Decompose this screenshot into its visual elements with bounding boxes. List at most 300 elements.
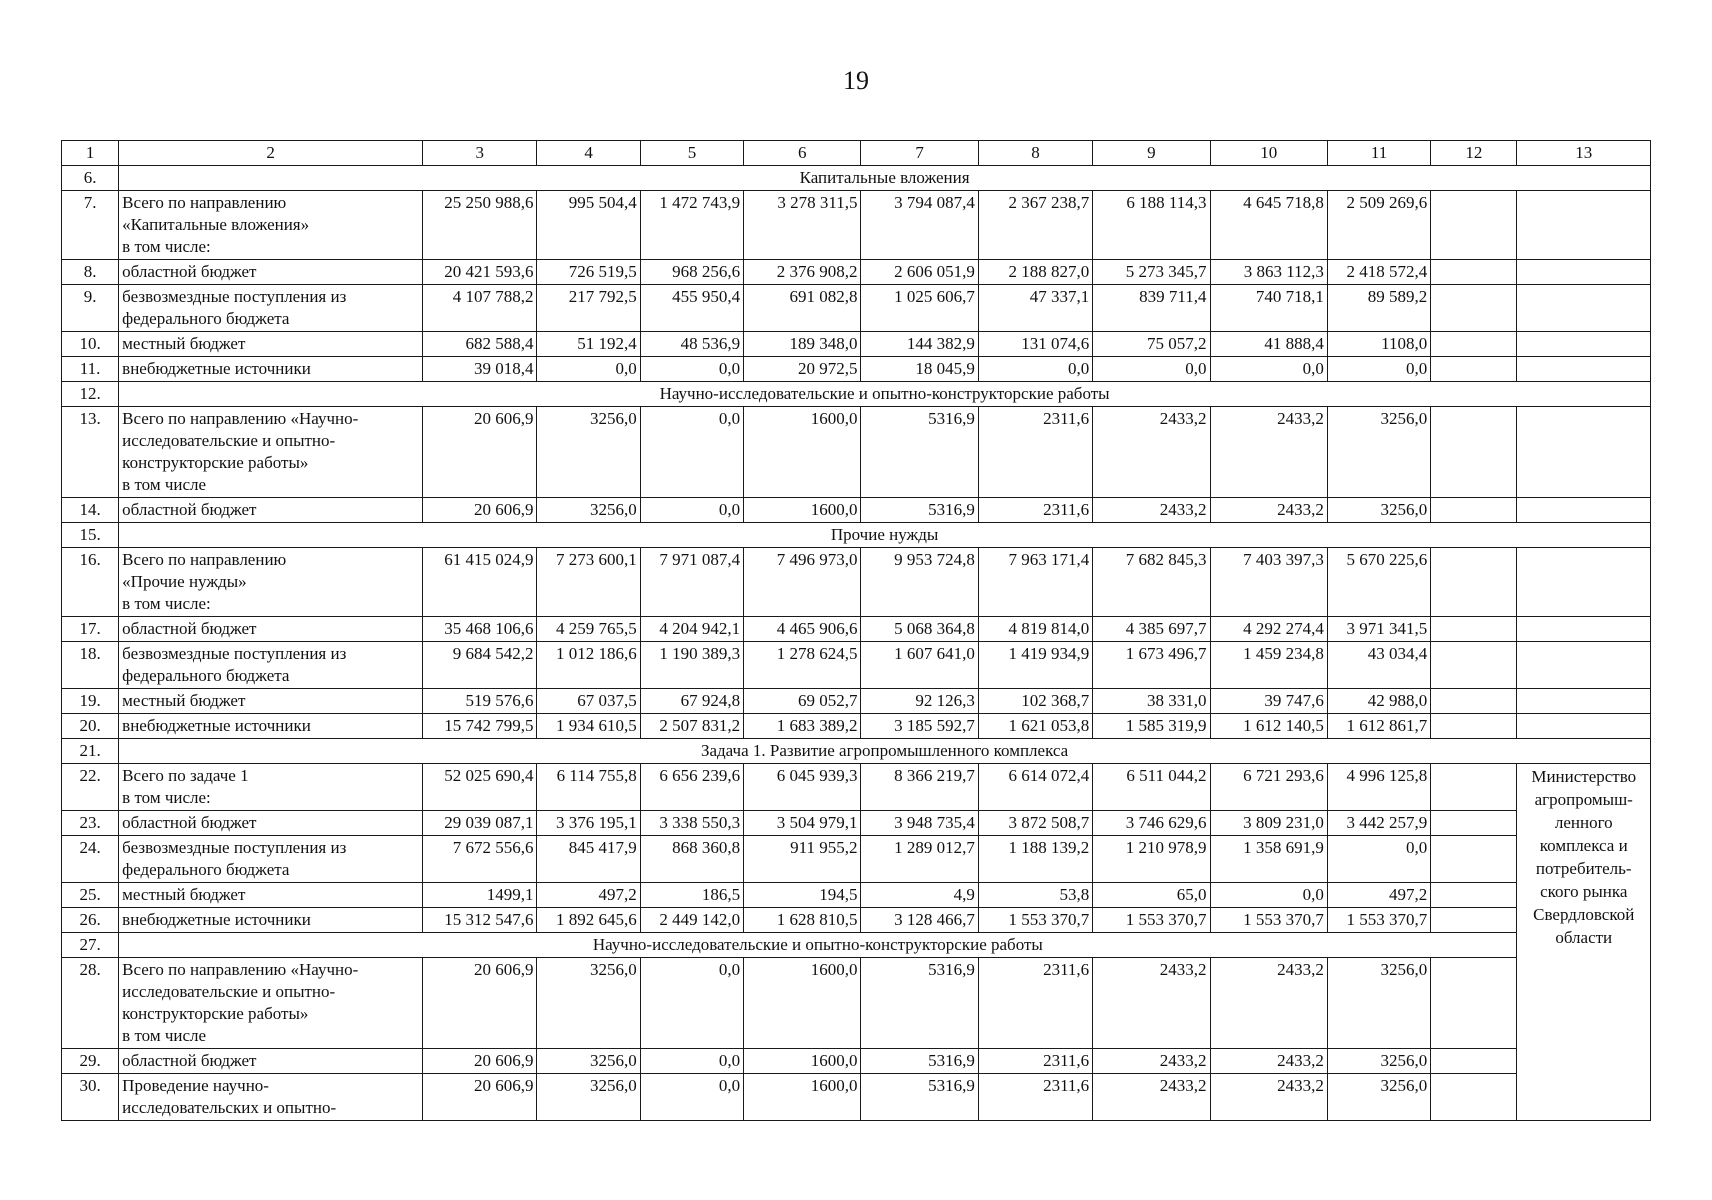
- responsible-executor-line: ского рынка: [1540, 882, 1628, 901]
- value-cell: 3256,0: [1327, 498, 1430, 523]
- header-cell: 13: [1517, 141, 1651, 166]
- empty-cell-col12: [1431, 357, 1517, 382]
- value-cell: 1499,1: [423, 883, 537, 908]
- section-title: Капитальные вложения: [119, 166, 1651, 191]
- value-cell: 3256,0: [537, 958, 640, 1049]
- row-label-line: областной бюджет: [122, 619, 257, 638]
- row-label-line: исследовательских и опытно-: [122, 1098, 337, 1117]
- value-cell: 1 190 389,3: [640, 642, 743, 689]
- value-cell: 5316,9: [861, 958, 978, 1049]
- empty-cell-col13: [1517, 689, 1651, 714]
- value-cell: 67 037,5: [537, 689, 640, 714]
- value-cell: 6 045 939,3: [744, 764, 861, 811]
- table-row: [62, 260, 1651, 285]
- value-cell: 47 337,1: [978, 285, 1092, 332]
- header-cell: 1: [62, 141, 119, 166]
- empty-cell-col13: [1517, 285, 1651, 332]
- responsible-executor-line: агропромыш-: [1534, 790, 1633, 809]
- row-label-line: в том числе:: [122, 237, 211, 256]
- empty-cell-col13: [1517, 548, 1651, 617]
- value-cell: 20 606,9: [423, 407, 537, 498]
- value-cell: 5316,9: [861, 407, 978, 498]
- table-row: [62, 958, 1651, 1049]
- value-cell: 69 052,7: [744, 689, 861, 714]
- row-label: [119, 689, 423, 714]
- value-cell: 20 421 593,6: [423, 260, 537, 285]
- row-number: 15.: [62, 523, 119, 548]
- empty-cell-col12: [1431, 714, 1517, 739]
- value-cell: 1 472 743,9: [640, 191, 743, 260]
- value-cell: 0,0: [1327, 357, 1430, 382]
- value-cell: 1 358 691,9: [1210, 836, 1327, 883]
- empty-cell-col12: [1431, 1074, 1517, 1121]
- value-cell: 4,9: [861, 883, 978, 908]
- row-number: 24.: [62, 836, 119, 883]
- value-cell: 1 012 186,6: [537, 642, 640, 689]
- value-cell: 5316,9: [861, 1049, 978, 1074]
- row-number: 11.: [62, 357, 119, 382]
- row-label-line: внебюджетные источники: [122, 910, 311, 929]
- header-cell: 10: [1210, 141, 1327, 166]
- value-cell: 1 289 012,7: [861, 836, 978, 883]
- row-label-line: в том числе: [122, 1026, 207, 1045]
- value-cell: 48 536,9: [640, 332, 743, 357]
- row-label-line: федерального бюджета: [122, 860, 290, 879]
- row-label: [119, 836, 423, 883]
- value-cell: 497,2: [1327, 883, 1430, 908]
- responsible-executor-line: потребитель-: [1535, 859, 1632, 878]
- empty-cell-col12: [1431, 811, 1517, 836]
- value-cell: 1108,0: [1327, 332, 1430, 357]
- value-cell: 39 018,4: [423, 357, 537, 382]
- header-cell: 9: [1093, 141, 1210, 166]
- row-number: 20.: [62, 714, 119, 739]
- row-label-line: конструкторские работы»: [122, 1004, 309, 1023]
- empty-cell-col12: [1431, 958, 1517, 1049]
- header-row: [62, 141, 1651, 166]
- row-label: [119, 1049, 423, 1074]
- row-label-line: исследовательские и опытно-: [122, 431, 336, 450]
- value-cell: 3 948 735,4: [861, 811, 978, 836]
- value-cell: 92 126,3: [861, 689, 978, 714]
- value-cell: 7 273 600,1: [537, 548, 640, 617]
- empty-cell-col12: [1431, 617, 1517, 642]
- value-cell: 2 606 051,9: [861, 260, 978, 285]
- table-row: [62, 811, 1651, 836]
- value-cell: 7 672 556,6: [423, 836, 537, 883]
- value-cell: 144 382,9: [861, 332, 978, 357]
- value-cell: 1 585 319,9: [1093, 714, 1210, 739]
- value-cell: 75 057,2: [1093, 332, 1210, 357]
- value-cell: 5 068 364,8: [861, 617, 978, 642]
- budget-table: [61, 140, 1651, 1121]
- value-cell: 691 082,8: [744, 285, 861, 332]
- row-label-line: исследовательские и опытно-: [122, 982, 336, 1001]
- row-number: 21.: [62, 739, 119, 764]
- value-cell: 7 963 171,4: [978, 548, 1092, 617]
- row-label-line: в том числе:: [122, 594, 211, 613]
- section-title: Научно-исследовательские и опытно-конструкторские работы: [119, 933, 1517, 958]
- row-number: 18.: [62, 642, 119, 689]
- table-row: [62, 285, 1651, 332]
- row-label-line: Всего по направлению «Научно-: [122, 960, 359, 979]
- row-label-line: в том числе:: [122, 788, 211, 807]
- value-cell: 3 504 979,1: [744, 811, 861, 836]
- value-cell: 1 553 370,7: [1327, 908, 1430, 933]
- page-number: 19: [843, 66, 869, 95]
- table-row: [62, 883, 1651, 908]
- table-row: [62, 617, 1651, 642]
- value-cell: 6 511 044,2: [1093, 764, 1210, 811]
- empty-cell-col12: [1431, 332, 1517, 357]
- value-cell: 4 645 718,8: [1210, 191, 1327, 260]
- row-number: 12.: [62, 382, 119, 407]
- value-cell: 3 128 466,7: [861, 908, 978, 933]
- empty-cell-col12: [1431, 498, 1517, 523]
- value-cell: 2 507 831,2: [640, 714, 743, 739]
- row-number: 23.: [62, 811, 119, 836]
- value-cell: 5 670 225,6: [1327, 548, 1430, 617]
- value-cell: 2 509 269,6: [1327, 191, 1430, 260]
- row-number: 30.: [62, 1074, 119, 1121]
- value-cell: 38 331,0: [1093, 689, 1210, 714]
- row-label-line: внебюджетные источники: [122, 359, 311, 378]
- value-cell: 3256,0: [537, 498, 640, 523]
- value-cell: 839 711,4: [1093, 285, 1210, 332]
- header-cell: 3: [423, 141, 537, 166]
- row-label-line: Проведение научно-: [122, 1076, 269, 1095]
- value-cell: 1 025 606,7: [861, 285, 978, 332]
- value-cell: 0,0: [537, 357, 640, 382]
- value-cell: 1 892 645,6: [537, 908, 640, 933]
- row-number: 28.: [62, 958, 119, 1049]
- value-cell: 3256,0: [537, 407, 640, 498]
- value-cell: 41 888,4: [1210, 332, 1327, 357]
- section-title: Прочие нужды: [119, 523, 1651, 548]
- row-label: [119, 498, 423, 523]
- row-label: [119, 958, 423, 1049]
- row-label: [119, 285, 423, 332]
- value-cell: 52 025 690,4: [423, 764, 537, 811]
- value-cell: 2433,2: [1210, 498, 1327, 523]
- value-cell: 4 385 697,7: [1093, 617, 1210, 642]
- value-cell: 25 250 988,6: [423, 191, 537, 260]
- value-cell: 2 418 572,4: [1327, 260, 1430, 285]
- value-cell: 2433,2: [1093, 1074, 1210, 1121]
- section-row: [62, 523, 1651, 548]
- value-cell: 189 348,0: [744, 332, 861, 357]
- row-label-line: «Капитальные вложения»: [122, 215, 310, 234]
- value-cell: 6 721 293,6: [1210, 764, 1327, 811]
- empty-cell-col13: [1517, 498, 1651, 523]
- value-cell: 1 419 934,9: [978, 642, 1092, 689]
- value-cell: 726 519,5: [537, 260, 640, 285]
- row-number: 10.: [62, 332, 119, 357]
- row-number: 22.: [62, 764, 119, 811]
- row-number: 8.: [62, 260, 119, 285]
- row-label: [119, 908, 423, 933]
- row-label: [119, 1074, 423, 1121]
- value-cell: 39 747,6: [1210, 689, 1327, 714]
- value-cell: 102 368,7: [978, 689, 1092, 714]
- value-cell: 51 192,4: [537, 332, 640, 357]
- row-label-line: Всего по направлению: [122, 193, 287, 212]
- value-cell: 2 367 238,7: [978, 191, 1092, 260]
- row-label-line: местный бюджет: [122, 885, 246, 904]
- value-cell: 0,0: [640, 1074, 743, 1121]
- row-label-line: федерального бюджета: [122, 666, 290, 685]
- value-cell: 1600,0: [744, 407, 861, 498]
- responsible-executor-line: ленного: [1554, 813, 1613, 832]
- value-cell: 1 553 370,7: [1093, 908, 1210, 933]
- value-cell: 9 953 724,8: [861, 548, 978, 617]
- table-row: [62, 689, 1651, 714]
- row-number: 6.: [62, 166, 119, 191]
- row-number: 29.: [62, 1049, 119, 1074]
- value-cell: 3 872 508,7: [978, 811, 1092, 836]
- value-cell: 15 312 547,6: [423, 908, 537, 933]
- value-cell: 35 468 106,6: [423, 617, 537, 642]
- value-cell: 2433,2: [1093, 958, 1210, 1049]
- value-cell: 1 210 978,9: [1093, 836, 1210, 883]
- table-row: [62, 332, 1651, 357]
- value-cell: 3 863 112,3: [1210, 260, 1327, 285]
- row-label-line: областной бюджет: [122, 813, 257, 832]
- value-cell: 20 606,9: [423, 1049, 537, 1074]
- empty-cell-col13: [1517, 260, 1651, 285]
- value-cell: 1 673 496,7: [1093, 642, 1210, 689]
- value-cell: 15 742 799,5: [423, 714, 537, 739]
- value-cell: 1 612 861,7: [1327, 714, 1430, 739]
- value-cell: 968 256,6: [640, 260, 743, 285]
- table-row: [62, 764, 1651, 811]
- header-cell: 7: [861, 141, 978, 166]
- responsible-executor-line: Министерство: [1531, 767, 1637, 786]
- value-cell: 2433,2: [1093, 498, 1210, 523]
- value-cell: 1 621 053,8: [978, 714, 1092, 739]
- value-cell: 3 185 592,7: [861, 714, 978, 739]
- value-cell: 497,2: [537, 883, 640, 908]
- row-label: [119, 332, 423, 357]
- value-cell: 7 971 087,4: [640, 548, 743, 617]
- value-cell: 740 718,1: [1210, 285, 1327, 332]
- value-cell: 3 794 087,4: [861, 191, 978, 260]
- table-row: [62, 407, 1651, 498]
- value-cell: 2433,2: [1210, 1074, 1327, 1121]
- row-label: [119, 764, 423, 811]
- value-cell: 1 683 389,2: [744, 714, 861, 739]
- row-number: 9.: [62, 285, 119, 332]
- row-label: [119, 407, 423, 498]
- header-cell: 6: [744, 141, 861, 166]
- header-cell: 5: [640, 141, 743, 166]
- value-cell: 131 074,6: [978, 332, 1092, 357]
- value-cell: 2433,2: [1210, 407, 1327, 498]
- empty-cell-col13: [1517, 191, 1651, 260]
- table-row: [62, 1049, 1651, 1074]
- value-cell: 2 188 827,0: [978, 260, 1092, 285]
- empty-cell-col13: [1517, 617, 1651, 642]
- row-label-line: безвозмездные поступления из: [122, 838, 347, 857]
- section-row: [62, 166, 1651, 191]
- value-cell: 4 292 274,4: [1210, 617, 1327, 642]
- row-number: 25.: [62, 883, 119, 908]
- value-cell: 3 376 195,1: [537, 811, 640, 836]
- row-label: [119, 191, 423, 260]
- row-label: [119, 617, 423, 642]
- row-label: [119, 548, 423, 617]
- empty-cell-col12: [1431, 883, 1517, 908]
- row-label-line: безвозмездные поступления из: [122, 644, 347, 663]
- value-cell: 0,0: [1210, 357, 1327, 382]
- value-cell: 3256,0: [537, 1049, 640, 1074]
- value-cell: 2311,6: [978, 958, 1092, 1049]
- value-cell: 3256,0: [1327, 1074, 1430, 1121]
- value-cell: 1 607 641,0: [861, 642, 978, 689]
- value-cell: 7 403 397,3: [1210, 548, 1327, 617]
- row-label-line: Всего по направлению: [122, 550, 287, 569]
- value-cell: 6 188 114,3: [1093, 191, 1210, 260]
- value-cell: 1 553 370,7: [1210, 908, 1327, 933]
- value-cell: 1 553 370,7: [978, 908, 1092, 933]
- value-cell: 18 045,9: [861, 357, 978, 382]
- value-cell: 6 114 755,8: [537, 764, 640, 811]
- value-cell: 67 924,8: [640, 689, 743, 714]
- value-cell: 61 415 024,9: [423, 548, 537, 617]
- table-row: [62, 548, 1651, 617]
- value-cell: 845 417,9: [537, 836, 640, 883]
- row-label: [119, 883, 423, 908]
- empty-cell-col12: [1431, 642, 1517, 689]
- value-cell: 1600,0: [744, 1074, 861, 1121]
- empty-cell-col13: [1517, 407, 1651, 498]
- value-cell: 89 589,2: [1327, 285, 1430, 332]
- value-cell: 0,0: [640, 958, 743, 1049]
- value-cell: 20 606,9: [423, 1074, 537, 1121]
- header-cell: 11: [1327, 141, 1430, 166]
- value-cell: 0,0: [1327, 836, 1430, 883]
- table-row: [62, 908, 1651, 933]
- row-label-line: областной бюджет: [122, 262, 257, 281]
- empty-cell-col12: [1431, 908, 1517, 933]
- row-number: 7.: [62, 191, 119, 260]
- row-number: 16.: [62, 548, 119, 617]
- value-cell: 1 188 139,2: [978, 836, 1092, 883]
- value-cell: 2433,2: [1093, 1049, 1210, 1074]
- row-number: 17.: [62, 617, 119, 642]
- table-row: [62, 191, 1651, 260]
- value-cell: 1 934 610,5: [537, 714, 640, 739]
- value-cell: 3256,0: [1327, 958, 1430, 1049]
- value-cell: 7 496 973,0: [744, 548, 861, 617]
- value-cell: 455 950,4: [640, 285, 743, 332]
- value-cell: 2311,6: [978, 498, 1092, 523]
- value-cell: 20 606,9: [423, 498, 537, 523]
- header-cell: 2: [119, 141, 423, 166]
- value-cell: 20 606,9: [423, 958, 537, 1049]
- row-label: [119, 811, 423, 836]
- value-cell: 2311,6: [978, 1074, 1092, 1121]
- section-title: Научно-исследовательские и опытно-конструкторские работы: [119, 382, 1651, 407]
- value-cell: 1 612 140,5: [1210, 714, 1327, 739]
- value-cell: 186,5: [640, 883, 743, 908]
- table-row: [62, 836, 1651, 883]
- row-label-line: Всего по направлению «Научно-: [122, 409, 359, 428]
- value-cell: 4 819 814,0: [978, 617, 1092, 642]
- value-cell: 29 039 087,1: [423, 811, 537, 836]
- empty-cell-col13: [1517, 714, 1651, 739]
- empty-cell-col12: [1431, 836, 1517, 883]
- value-cell: 0,0: [1093, 357, 1210, 382]
- value-cell: 6 614 072,4: [978, 764, 1092, 811]
- row-label: [119, 642, 423, 689]
- value-cell: 911 955,2: [744, 836, 861, 883]
- value-cell: 3 746 629,6: [1093, 811, 1210, 836]
- row-label-line: конструкторские работы»: [122, 453, 309, 472]
- table-row: [62, 642, 1651, 689]
- empty-cell-col12: [1431, 260, 1517, 285]
- value-cell: 65,0: [1093, 883, 1210, 908]
- value-cell: 1600,0: [744, 1049, 861, 1074]
- value-cell: 2433,2: [1210, 958, 1327, 1049]
- responsible-executor-line: области: [1555, 928, 1613, 947]
- value-cell: 3 278 311,5: [744, 191, 861, 260]
- empty-cell-col13: [1517, 332, 1651, 357]
- value-cell: 3256,0: [537, 1074, 640, 1121]
- value-cell: 3 971 341,5: [1327, 617, 1430, 642]
- value-cell: 1600,0: [744, 958, 861, 1049]
- row-label-line: областной бюджет: [122, 500, 257, 519]
- value-cell: 4 465 906,6: [744, 617, 861, 642]
- empty-cell-col13: [1517, 357, 1651, 382]
- value-cell: 8 366 219,7: [861, 764, 978, 811]
- table-row: [62, 714, 1651, 739]
- value-cell: 7 682 845,3: [1093, 548, 1210, 617]
- row-label-line: Всего по задаче 1: [122, 766, 249, 785]
- row-label-line: внебюджетные источники: [122, 716, 311, 735]
- value-cell: 3256,0: [1327, 407, 1430, 498]
- value-cell: 4 259 765,5: [537, 617, 640, 642]
- section-row: [62, 382, 1651, 407]
- value-cell: 5316,9: [861, 498, 978, 523]
- value-cell: 42 988,0: [1327, 689, 1430, 714]
- value-cell: 3256,0: [1327, 1049, 1430, 1074]
- row-number: 14.: [62, 498, 119, 523]
- value-cell: 2433,2: [1210, 1049, 1327, 1074]
- empty-cell-col12: [1431, 191, 1517, 260]
- row-label-line: областной бюджет: [122, 1051, 257, 1070]
- row-label: [119, 260, 423, 285]
- empty-cell-col12: [1431, 1049, 1517, 1074]
- value-cell: 682 588,4: [423, 332, 537, 357]
- value-cell: 6 656 239,6: [640, 764, 743, 811]
- section-row: [62, 933, 1651, 958]
- row-label-line: местный бюджет: [122, 691, 246, 710]
- empty-cell-col12: [1431, 285, 1517, 332]
- value-cell: 0,0: [1210, 883, 1327, 908]
- value-cell: 1 628 810,5: [744, 908, 861, 933]
- value-cell: 2 376 908,2: [744, 260, 861, 285]
- value-cell: 1 459 234,8: [1210, 642, 1327, 689]
- value-cell: 519 576,6: [423, 689, 537, 714]
- row-label-line: в том числе: [122, 475, 207, 494]
- row-label-line: федерального бюджета: [122, 309, 290, 328]
- value-cell: 868 360,8: [640, 836, 743, 883]
- header-cell: 4: [537, 141, 640, 166]
- value-cell: 0,0: [640, 407, 743, 498]
- empty-cell-col12: [1431, 407, 1517, 498]
- value-cell: 4 204 942,1: [640, 617, 743, 642]
